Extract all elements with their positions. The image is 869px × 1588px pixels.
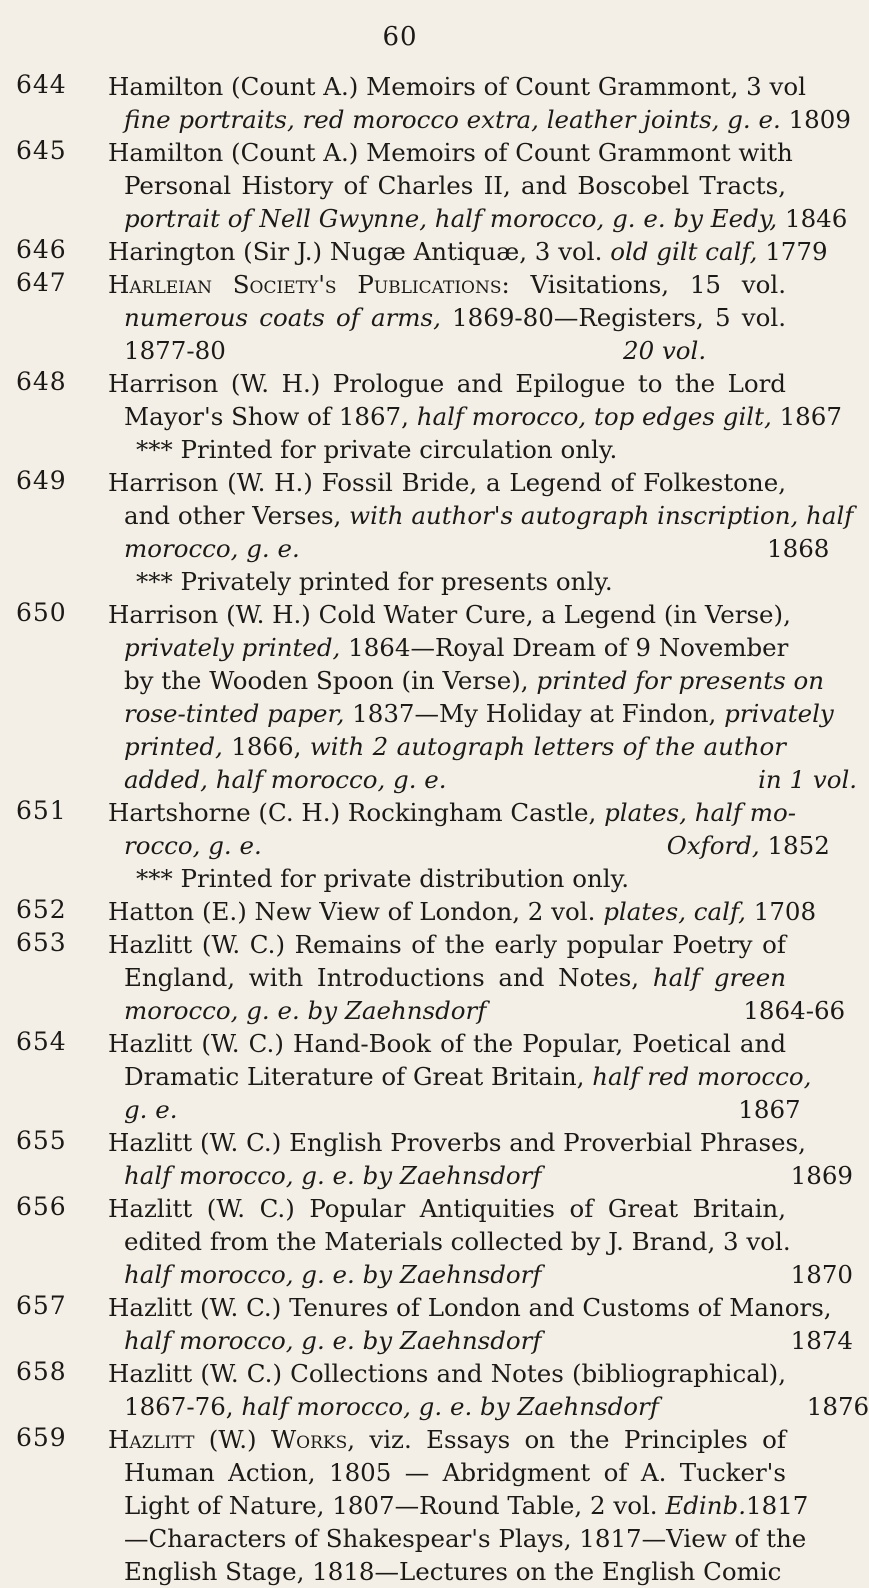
text-segment: English Stage, 1818—Lectures on the English Comic [124, 1557, 782, 1586]
text-segment: 1874 [790, 1326, 853, 1355]
text-segment: Harington (Sir J.) Nugæ Antiquæ, 3 vol. [108, 237, 611, 266]
entry-text-line [108, 268, 786, 301]
text-segment: half morocco, g. e. by Zaehnsdorf [124, 1260, 542, 1289]
text-segment: half morocco, g. e. by Zaehnsdorf [241, 1392, 659, 1421]
text-segment: fine portraits, red morocco extra, leather joints, g. e. [124, 105, 781, 134]
text-segment: rocco, g. e. [124, 831, 262, 860]
text-segment: 1866, [222, 732, 310, 761]
text-segment: plates, calf, [603, 897, 746, 926]
text-segment: half morocco, top edges gilt, [416, 402, 772, 431]
text-segment: * [136, 864, 149, 893]
text-segment: rose-tinted paper, [124, 699, 345, 728]
text-segment: , viz. Essays on the Principles of [347, 1425, 786, 1454]
text-segment: Hamilton (Count A.) Memoirs of Count Grammont with [108, 138, 793, 167]
text-segment: numerous coats of arms, [124, 303, 441, 332]
lot-number: 652 [16, 895, 67, 924]
text-segment: old gilt calf, [610, 237, 758, 266]
text-segment: with 2 autograph letters of the author [309, 732, 787, 761]
text-segment: * [148, 435, 161, 464]
text-segment: Oxford, [666, 831, 760, 860]
text-segment: Printed for private circulation only. [172, 435, 618, 464]
text-segment: Hazlitt (W. C.) Tenures of London and Customs of Manors, [108, 1293, 832, 1322]
entry-text-line [108, 796, 797, 829]
text-segment: Harrison (W. H.) Cold Water Cure, a Legend (in Verse), [108, 600, 791, 629]
catalogue-entry [16, 1357, 869, 1423]
text-segment [486, 996, 743, 1025]
entry-text-line [108, 928, 786, 961]
catalogue-entry [16, 1291, 853, 1357]
text-segment: privately [724, 699, 834, 728]
text-segment: Light of Nature, 1807—Round Table, 2 vol. [124, 1491, 666, 1520]
text-segment: 1870 [790, 1260, 853, 1289]
text-segment: half morocco, g. e. by Zaehnsdorf [124, 1161, 542, 1190]
text-segment: Hatton (E.) New View of London, 2 vol. [108, 897, 604, 926]
entry-text-line [108, 532, 830, 565]
entry-text-line [108, 367, 786, 400]
catalogue-entry [16, 70, 851, 136]
entry-text-line [108, 664, 824, 697]
text-segment: Hazlitt (W. C.) Remains of the early popular Poetry of [108, 930, 786, 959]
entry-text-line [108, 1159, 853, 1192]
entry-text-line [108, 697, 834, 730]
entry-text-line [108, 1225, 791, 1258]
lot-number: 654 [16, 1027, 67, 1056]
entry-text-line [108, 334, 786, 367]
text-segment: 1877-80 [124, 336, 226, 365]
lot-number: 649 [16, 466, 67, 495]
text-segment: Privately printed for presents only. [172, 567, 613, 596]
text-segment: 1846 [777, 204, 848, 233]
lot-number: 653 [16, 928, 67, 957]
text-segment: Hazlitt (W. C.) Popular Antiquities of Great Britain, [108, 1194, 786, 1223]
catalogue-entry [16, 1423, 809, 1588]
lot-number: 656 [16, 1192, 67, 1221]
text-segment: : Visitations, 15 vol. [501, 270, 786, 299]
entry-text-line [108, 301, 786, 334]
text-segment: Human Action, 1805 — Abridgment of A. Tucker's [124, 1458, 786, 1487]
text-segment: * [160, 435, 173, 464]
catalogue-entry [16, 796, 830, 895]
lot-number: 655 [16, 1126, 67, 1155]
entry-text-line [108, 1489, 809, 1522]
entry-text-line [108, 1456, 786, 1489]
catalogue-entries [16, 70, 869, 1588]
text-segment: edited from the Materials collected by J. Brand, 3 vol. [124, 1227, 791, 1256]
text-segment: Hazlitt (W. C.) Hand-Book of the Popular, Poetical and [108, 1029, 786, 1058]
lot-number: 644 [16, 70, 67, 99]
text-segment: 1869 [790, 1161, 853, 1190]
text-segment: 1852 [759, 831, 830, 860]
text-segment [262, 831, 667, 860]
text-segment: half red morocco, [592, 1062, 812, 1091]
text-segment: 1867 [738, 1095, 801, 1124]
text-segment: —Characters of Shakespear's Plays, 1817—View of the [124, 1524, 807, 1553]
text-segment: 1876 [806, 1392, 869, 1421]
text-segment: Hartshorne (C. H.) Rockingham Castle, [108, 798, 605, 827]
entry-text-line [108, 1093, 801, 1126]
lot-number: 651 [16, 796, 67, 825]
text-segment: with author's autograph inscription, half [349, 501, 854, 530]
entry-text-line [108, 895, 817, 928]
entry-text-line [108, 598, 791, 631]
text-segment: * [136, 567, 149, 596]
text-segment: * [148, 567, 161, 596]
entry-text-line [108, 70, 806, 103]
entry-text-line [108, 400, 842, 433]
lot-number: 648 [16, 367, 67, 396]
text-segment [447, 765, 759, 794]
text-segment: by the Wooden Spoon (in Verse), [124, 666, 537, 695]
text-segment: Harrison (W. H.) Fossil Bride, a Legend of Folkestone, [108, 468, 786, 497]
text-segment: * [148, 864, 161, 893]
text-segment: plates, half mo- [604, 798, 797, 827]
text-segment [541, 1161, 790, 1190]
catalogue-entry [16, 268, 786, 367]
text-segment [541, 1326, 790, 1355]
text-segment: 1809 [780, 105, 851, 134]
text-segment: portrait of Nell Gwynne, half morocco, g. e. by Eedy, [124, 204, 778, 233]
text-segment: morocco, g. e. [124, 534, 300, 563]
text-segment: Hazlitt (W. C.) Collections and Notes (bibliographical), [108, 1359, 786, 1388]
text-segment: 1779 [757, 237, 828, 266]
entry-text-line [108, 730, 786, 763]
text-segment: 1864—Royal Dream of 9 November [340, 633, 789, 662]
entry-text-line [108, 1291, 832, 1324]
catalogue-entry [16, 1126, 853, 1192]
text-segment: Works [270, 1425, 348, 1454]
entry-text-line [108, 136, 793, 169]
text-segment: printed for presents on [536, 666, 824, 695]
lot-number: 659 [16, 1423, 67, 1452]
entry-text-line [108, 499, 854, 532]
text-segment: Hazlitt (W. C.) English Proverbs and Proverbial Phrases, [108, 1128, 806, 1157]
text-segment: in 1 vol. [758, 765, 858, 794]
text-segment [178, 1095, 739, 1124]
text-segment [300, 534, 767, 563]
page-number: 60 [382, 22, 418, 52]
entry-text-line [108, 1324, 853, 1357]
text-segment: half morocco, g. e. by Zaehnsdorf [124, 1326, 542, 1355]
entry-note-line [108, 565, 786, 598]
text-segment: privately printed, [124, 633, 341, 662]
lot-number: 647 [16, 268, 67, 297]
text-segment: Edinb. [665, 1491, 747, 1520]
text-segment: 1708 [745, 897, 817, 926]
text-segment: g. e. [124, 1095, 178, 1124]
entry-text-line [108, 1027, 786, 1060]
lot-number: 646 [16, 235, 67, 264]
text-segment: England, with Introductions and Notes, [124, 963, 653, 992]
text-segment: and other Verses, [124, 501, 350, 530]
entry-text-line [108, 1423, 786, 1456]
catalogue-entry [16, 367, 842, 466]
text-segment: Mayor's Show of 1867, [124, 402, 417, 431]
text-segment: 1867 [771, 402, 842, 431]
lot-number: 657 [16, 1291, 67, 1320]
catalogue-entry [16, 1027, 812, 1126]
text-segment: 1867-76, [124, 1392, 242, 1421]
text-segment: Dramatic Literature of Great Britain, [124, 1062, 593, 1091]
text-segment: 1869-80—Registers, 5 vol. [440, 303, 786, 332]
text-segment: 20 vol. [623, 336, 707, 365]
entry-text-line [108, 1192, 786, 1225]
text-segment: 1817 [746, 1491, 809, 1520]
lot-number: 658 [16, 1357, 67, 1386]
entry-text-line [108, 1060, 812, 1093]
text-segment: * [160, 864, 173, 893]
catalogue-entry [16, 1192, 853, 1291]
text-segment: Hamilton (Count A.) Memoirs of Count Grammont, 3 vol [108, 72, 806, 101]
text-segment: half green [652, 963, 787, 992]
catalogue-entry [16, 928, 846, 1027]
entry-text-line [108, 631, 789, 664]
entry-text-line [108, 763, 858, 796]
entry-text-line [108, 829, 830, 862]
text-segment: 1837—My Holiday at Findon, [344, 699, 725, 728]
entry-text-line [108, 961, 786, 994]
entry-note-line [108, 433, 786, 466]
text-segment: added, half morocco, g. e. [124, 765, 447, 794]
catalogue-entry [16, 136, 848, 235]
text-segment: (W.) [194, 1425, 271, 1454]
text-segment: morocco, g. e. by Zaehnsdorf [124, 996, 487, 1025]
entry-text-line [108, 202, 848, 235]
text-segment: 1868 [767, 534, 830, 563]
text-segment: Printed for private distribution only. [172, 864, 629, 893]
text-segment: Harleian Society's Publications [108, 270, 502, 299]
entry-text-line [108, 1126, 806, 1159]
entry-text-line [108, 466, 786, 499]
lot-number: 650 [16, 598, 67, 627]
entry-text-line [108, 994, 846, 1027]
text-segment: printed, [124, 732, 223, 761]
text-segment [541, 1260, 790, 1289]
text-segment: Personal History of Charles II, and Boscobel Tracts, [124, 171, 786, 200]
text-segment: Hazlitt [108, 1425, 195, 1454]
text-segment [226, 336, 623, 365]
text-segment: * [160, 567, 173, 596]
text-segment: Harrison (W. H.) Prologue and Epilogue to the Lord [108, 369, 786, 398]
entry-text-line [108, 1390, 869, 1423]
text-segment: 1864-66 [743, 996, 846, 1025]
text-segment [659, 1392, 807, 1421]
entry-text-line [108, 1522, 807, 1555]
entry-text-line [108, 1555, 786, 1588]
catalogue-entry [16, 466, 854, 598]
entry-text-line [108, 1258, 853, 1291]
lot-number: 645 [16, 136, 67, 165]
catalogue-entry [16, 235, 828, 268]
entry-text-line [108, 103, 851, 136]
catalogue-entry [16, 895, 817, 928]
entry-note-line [108, 862, 786, 895]
text-segment: * [136, 435, 149, 464]
entry-text-line [108, 169, 786, 202]
entry-text-line [108, 235, 828, 268]
entry-text-line [108, 1357, 786, 1390]
catalogue-entry [16, 598, 858, 796]
